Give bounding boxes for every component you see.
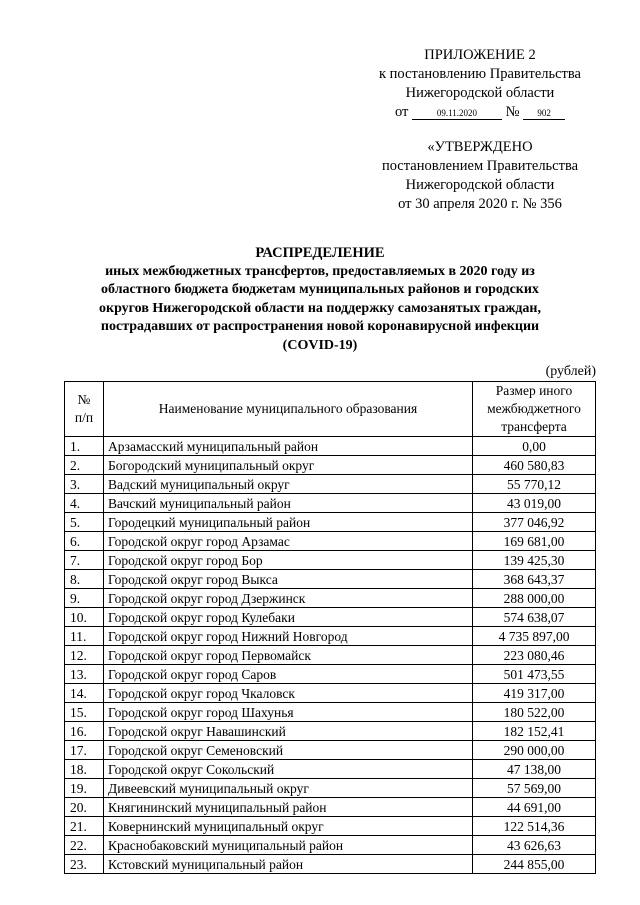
row-number: 11. (65, 627, 104, 646)
row-name: Городской округ город Чкаловск (104, 684, 473, 703)
title-heading: РАСПРЕДЕЛЕНИЕ (255, 245, 385, 261)
row-sum: 574 638,07 (473, 608, 596, 627)
table-row (65, 760, 596, 779)
header-number (65, 382, 104, 437)
row-number: 21. (65, 817, 104, 836)
table-row (65, 798, 596, 817)
title-line4: пострадавших от распространения новой коронавирусной инфекции (100, 319, 540, 334)
row-number: 20. (65, 798, 104, 817)
appendix-line2: Нижегородской области (405, 85, 555, 101)
row-number: 15. (65, 703, 104, 722)
table-row (65, 570, 596, 589)
header-number-line2: п/п (74, 410, 94, 425)
row-sum: 244 855,00 (473, 855, 596, 874)
row-number: 10. (65, 608, 104, 627)
row-sum: 0,00 (473, 437, 596, 456)
header-sum-line2: межбюджетного (487, 401, 581, 416)
table-row (65, 494, 596, 513)
table-row (65, 627, 596, 646)
row-sum: 368 643,37 (473, 570, 596, 589)
table-row (65, 551, 596, 570)
number-label: № (505, 104, 520, 120)
table-row (65, 513, 596, 532)
row-name: Ковернинский муниципальный округ (104, 817, 473, 836)
from-label: от (394, 104, 409, 120)
row-name: Городской округ город Арзамас (104, 532, 473, 551)
appendix-block (355, 46, 605, 122)
header-number-line1: № (77, 392, 91, 407)
row-sum: 4 735 897,00 (473, 627, 596, 646)
row-name: Городской округ город Нижний Новгород (104, 627, 473, 646)
row-number: 16. (65, 722, 104, 741)
approved-line3: Нижегородской области (405, 177, 555, 193)
table-header-row (65, 382, 596, 437)
row-number: 19. (65, 779, 104, 798)
row-number: 7. (65, 551, 104, 570)
appendix-date-line (355, 103, 605, 122)
row-number: 1. (65, 437, 104, 456)
row-number: 18. (65, 760, 104, 779)
row-sum: 419 317,00 (473, 684, 596, 703)
table-body (65, 437, 596, 874)
row-name: Богородский муниципальный округ (104, 456, 473, 475)
row-sum: 501 473,55 (473, 665, 596, 684)
title-line5: (COVID-19) (282, 337, 358, 353)
table-row (65, 741, 596, 760)
table-row (65, 703, 596, 722)
title-line2: областного бюджета бюджетам муниципальных районов и городских (101, 282, 539, 297)
row-name: Городской округ Сокольский (104, 760, 473, 779)
row-name: Городецкий муниципальный район (104, 513, 473, 532)
row-number: 23. (65, 855, 104, 874)
resolution-number: 902 (523, 108, 565, 120)
row-number: 3. (65, 475, 104, 494)
row-sum: 139 425,30 (473, 551, 596, 570)
row-name: Городской округ город Первомайск (104, 646, 473, 665)
row-number: 5. (65, 513, 104, 532)
row-sum: 55 770,12 (473, 475, 596, 494)
row-number: 2. (65, 456, 104, 475)
row-number: 14. (65, 684, 104, 703)
row-name: Городской округ Навашинский (104, 722, 473, 741)
title-line3: округов Нижегородской области на поддержку самозанятых граждан, (99, 300, 541, 316)
row-number: 6. (65, 532, 104, 551)
table-row (65, 817, 596, 836)
row-sum: 47 138,00 (473, 760, 596, 779)
row-sum: 290 000,00 (473, 741, 596, 760)
row-name: Городской округ город Саров (104, 665, 473, 684)
row-number: 17. (65, 741, 104, 760)
row-name: Княгининский муниципальный район (104, 798, 473, 817)
row-sum: 43 019,00 (473, 494, 596, 513)
header-sum (473, 382, 596, 437)
table-row (65, 589, 596, 608)
row-name: Кстовский муниципальный район (104, 855, 473, 874)
row-number: 12. (65, 646, 104, 665)
approved-line2: постановлением Правительства (381, 158, 579, 174)
row-name: Городской округ город Бор (104, 551, 473, 570)
row-name: Вадский муниципальный округ (104, 475, 473, 494)
table-row (65, 646, 596, 665)
row-sum: 122 514,36 (473, 817, 596, 836)
header-sum-line3: трансферта (501, 419, 567, 434)
row-sum: 180 522,00 (473, 703, 596, 722)
row-sum: 377 046,92 (473, 513, 596, 532)
row-sum: 43 626,63 (473, 836, 596, 855)
table-row (65, 779, 596, 798)
table-row (65, 722, 596, 741)
row-number: 4. (65, 494, 104, 513)
row-name: Краснобаковский муниципальный район (104, 836, 473, 855)
approved-line1: «УТВЕРЖДЕНО (427, 139, 533, 155)
table-row (65, 665, 596, 684)
table-row (65, 437, 596, 456)
row-number: 22. (65, 836, 104, 855)
row-name: Городской округ город Выкса (104, 570, 473, 589)
row-sum: 288 000,00 (473, 589, 596, 608)
unit-label: (рублей) (545, 364, 596, 379)
row-name: Вачский муниципальный район (104, 494, 473, 513)
row-sum: 57 569,00 (473, 779, 596, 798)
row-name: Городской округ город Шахунья (104, 703, 473, 722)
approved-block (355, 138, 605, 214)
row-sum: 182 152,41 (473, 722, 596, 741)
approved-line4: от 30 апреля 2020 г. № 356 (398, 196, 562, 212)
document-title (70, 244, 570, 355)
row-number: 9. (65, 589, 104, 608)
row-sum: 460 580,83 (473, 456, 596, 475)
header-sum-line1: Размер иного (495, 383, 573, 398)
title-line1: иных межбюджетных трансфертов, предоставляемых в 2020 году из (105, 263, 535, 279)
table-row (65, 456, 596, 475)
row-number: 13. (65, 665, 104, 684)
row-sum: 44 691,00 (473, 798, 596, 817)
distribution-table (64, 381, 596, 874)
row-name: Арзамасский муниципальный район (104, 437, 473, 456)
row-sum: 223 080,46 (473, 646, 596, 665)
table-row (65, 855, 596, 874)
appendix-line1: к постановлению Правительства (379, 66, 581, 82)
header-name: Наименование муниципального образования (104, 382, 473, 437)
table-row (65, 836, 596, 855)
table-row (65, 475, 596, 494)
table-row (65, 684, 596, 703)
row-number: 8. (65, 570, 104, 589)
row-name: Городской округ город Дзержинск (104, 589, 473, 608)
table-row (65, 532, 596, 551)
resolution-date: 09.11.2020 (412, 108, 502, 120)
appendix-title: ПРИЛОЖЕНИЕ 2 (424, 47, 536, 63)
row-name: Дивеевский муниципальный округ (104, 779, 473, 798)
row-name: Городской округ город Кулебаки (104, 608, 473, 627)
table-row (65, 608, 596, 627)
row-sum: 169 681,00 (473, 532, 596, 551)
row-name: Городской округ Семеновский (104, 741, 473, 760)
